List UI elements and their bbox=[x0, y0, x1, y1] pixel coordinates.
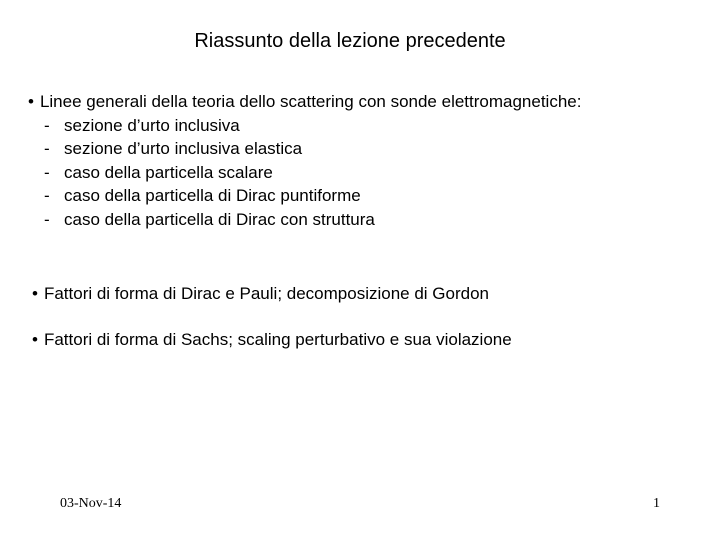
bullet-item bbox=[32, 282, 489, 306]
sub-item: - caso della particella di Dirac puntiforme bbox=[28, 184, 581, 208]
bullet-item bbox=[32, 328, 512, 352]
sub-item: - caso della particella scalare bbox=[28, 161, 581, 185]
page-number: 1 bbox=[653, 496, 660, 511]
slide-title: Riassunto della lezione precedente bbox=[194, 30, 506, 52]
bullet-item bbox=[28, 90, 581, 231]
sub-item: - sezione d’urto inclusiva bbox=[28, 114, 581, 138]
bullet-text: • Linee generali della teoria dello scattering con sonde elettromagnetiche: bbox=[28, 90, 581, 114]
bullet-text: • Fattori di forma di Sachs; scaling perturbativo e sua violazione bbox=[32, 328, 512, 352]
sub-item-list bbox=[28, 114, 581, 232]
sub-item: - sezione d’urto inclusiva elastica bbox=[28, 137, 581, 161]
footer-date: 03-Nov-14 bbox=[60, 496, 122, 511]
sub-item: - caso della particella di Dirac con struttura bbox=[28, 208, 581, 232]
bullet-text: • Fattori di forma di Dirac e Pauli; decomposizione di Gordon bbox=[32, 282, 489, 306]
